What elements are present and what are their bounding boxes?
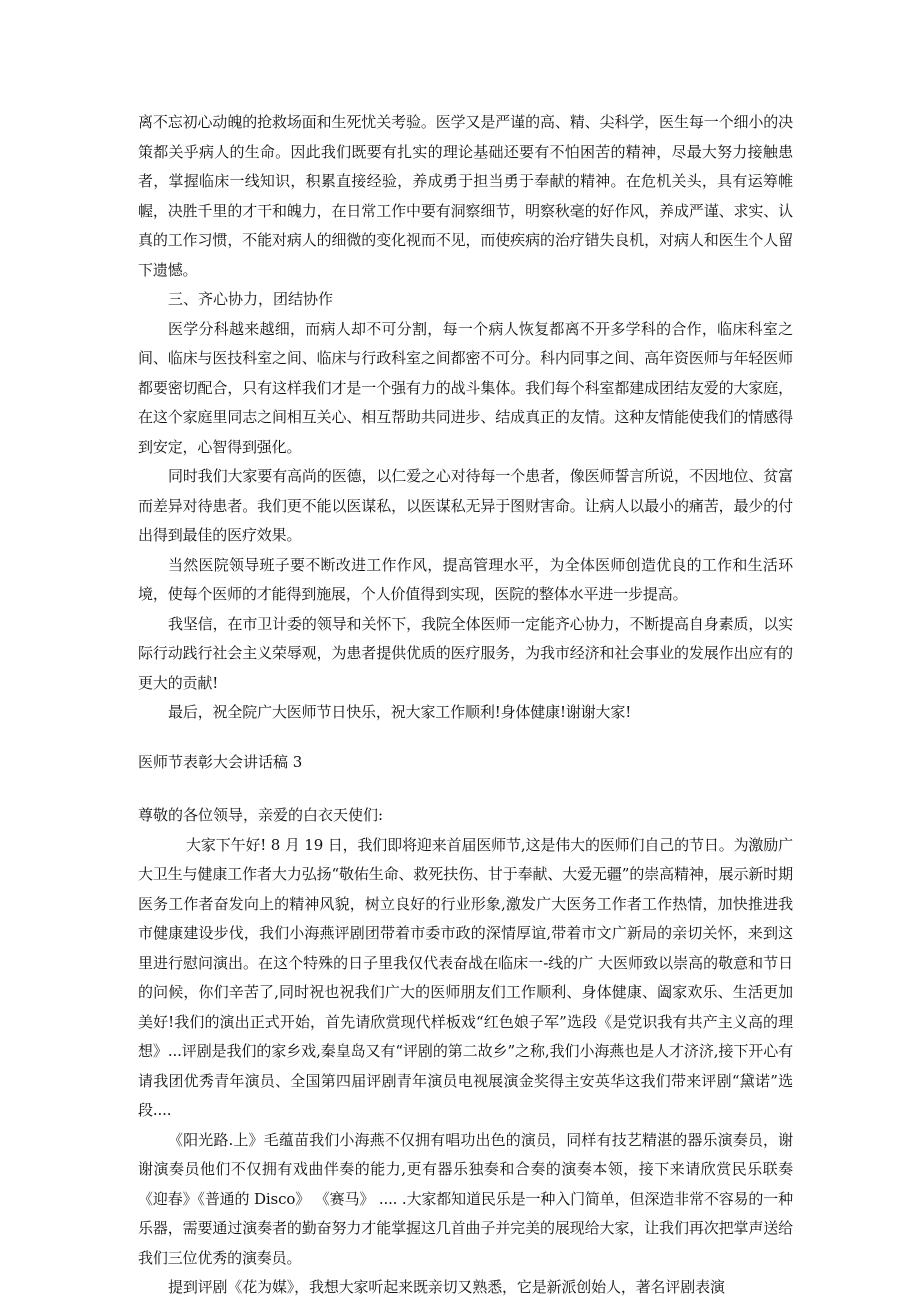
paragraph-opening: 大家下午好! 8 月 19 日，我们即将迎来首届医师节,这是伟大的医师们自己的节日。为激励广大卫生与健康工作者大力弘扬“敬佑生命、救死扶伤、甘于奉献、大爱无疆”的崇高精神，展示新时期医务工作者奋发向上的精神风貌，树立良好的行业形象,激发广大医务工作者工作热情，加快推进我市健康建设步伐，我们小海燕评剧团带着市委市政的深情厚谊,带着市文广新局的亲切关怀，来到这里进行慰问演出。在这个特殊的日子里我仅代表奋战在临床一-线的广 大医师致以崇高的敬意和节日的问候，你们辛苦了,同时祝也祝我们广大的医师朋友们工作顺利、身体健康、阖家欢乐、生活更加美好!我们的演出正式开始，首先请欣赏现代样板戏“红色娘子军”选段《是党识我有共产主义高的理想》...评剧是我们的家乡戏,秦皇岛又有“评剧的第二故乡”之称,我们小海燕也是人才济济,接下开心有请我团优秀青年演员、全国第四届评剧青年演员电视展演金奖得主安英华这我们带来评剧“黛诺”选段.... (138, 835, 793, 1119)
section-heading-3: 三、齐心协力，团结协作 (168, 290, 334, 308)
paragraph-continuation: 离不忘初心动魄的抢救场面和生死忧关考验。医学又是严谨的高、精、尖科学，医生每一个细小的决策都关乎病人的生命。因此我们既要有扎实的理论基础还要有不怕困苦的精神，尽最大努力接触患者，掌握临床一线知识，积累直接经验，养成勇于担当勇于奉献的精神。在危机关头，具有运筹帷幄，决胜千里的才干和魄力，在日常工作中要有洞察细节，明察秋毫的好作风，养成严谨、求实、认真的工作习惯，不能对病人的细微的变化视而不见，而使疾病的治疗错失良机，对病人和医生个人留下遗憾。 (138, 113, 793, 279)
document-page (138, 108, 793, 1303)
paragraph-cooperation: 医学分科越来越细，而病人却不可分割，每一个病人恢复都离不开多学科的合作，临床科室之间、临床与医技科室之间、临床与行政科室之间都密不可分。科内同事之间、高年资医师与年轻医师都要密切配合，只有这样我们才是一个强有力的战斗集体。我们每个科室都建成团结友爱的大家庭，在这个家庭里同志之间相互关心、相互帮助共同进步、结成真正的友情。这种友情能使我们的情感得到安定，心智得到强化。 (138, 319, 793, 456)
paragraph-closing: 最后，祝全院广大医师节日快乐，祝大家工作顺利!身体健康!谢谢大家! (168, 703, 632, 721)
speech-title: 医师节表彰大会讲话稿 3 (138, 752, 303, 771)
paragraph-instrumental: 《阳光路.上》毛蕴苗我们小海燕不仅拥有唱功出色的演员，同样有技艺精湛的器乐演奏员，谢谢演奏员他们不仅拥有戏曲伴奏的能力,更有器乐独奏和合奏的演奏本领，接下来请欣赏民乐联奏《迎春》《普通的 Disco》 《赛马》 .... .大家都知道民乐是一种入门简单，但深造非常不容易的一种乐器，需要通过演奏者的勤奋努力才能掌握这几首曲子并完美的展现给大家，让我们再次把掌声送给我们三位优秀的演奏员。 (138, 1130, 793, 1267)
paragraph-medical-ethics: 同时我们大家要有高尚的医德，以仁爱之心对待每一个患者，像医师誓言所说，不因地位、贫富而差异对待患者。我们更不能以医谋私，以医谋私无异于图财害命。让病人以最小的痛苦，最少的付出得到最佳的医疗效果。 (138, 467, 793, 544)
greeting-line: 尊敬的各位领导，亲爱的白衣天使们: (138, 806, 384, 824)
paragraph-leadership: 当然医院领导班子要不断改进工作作风，提高管理水平，为全体医师创造优良的工作和生活环境，使每个医师的才能得到施展，个人价值得到实现，医院的整体水平进一步提高。 (138, 555, 793, 603)
paragraph-belief: 我坚信，在市卫计委的领导和关怀下，我院全体医师一定能齐心协力，不断提高自身素质，以实际行动践行社会主义荣辱观，为患者提供优质的医疗服务，为我市经济和社会事业的发展作出应有的更大的贡献! (138, 614, 793, 692)
paragraph-pingju: 提到评剧《花为媒》，我想大家听起来既亲切又熟悉，它是新派创始人，著名评剧表演 (168, 1278, 725, 1296)
